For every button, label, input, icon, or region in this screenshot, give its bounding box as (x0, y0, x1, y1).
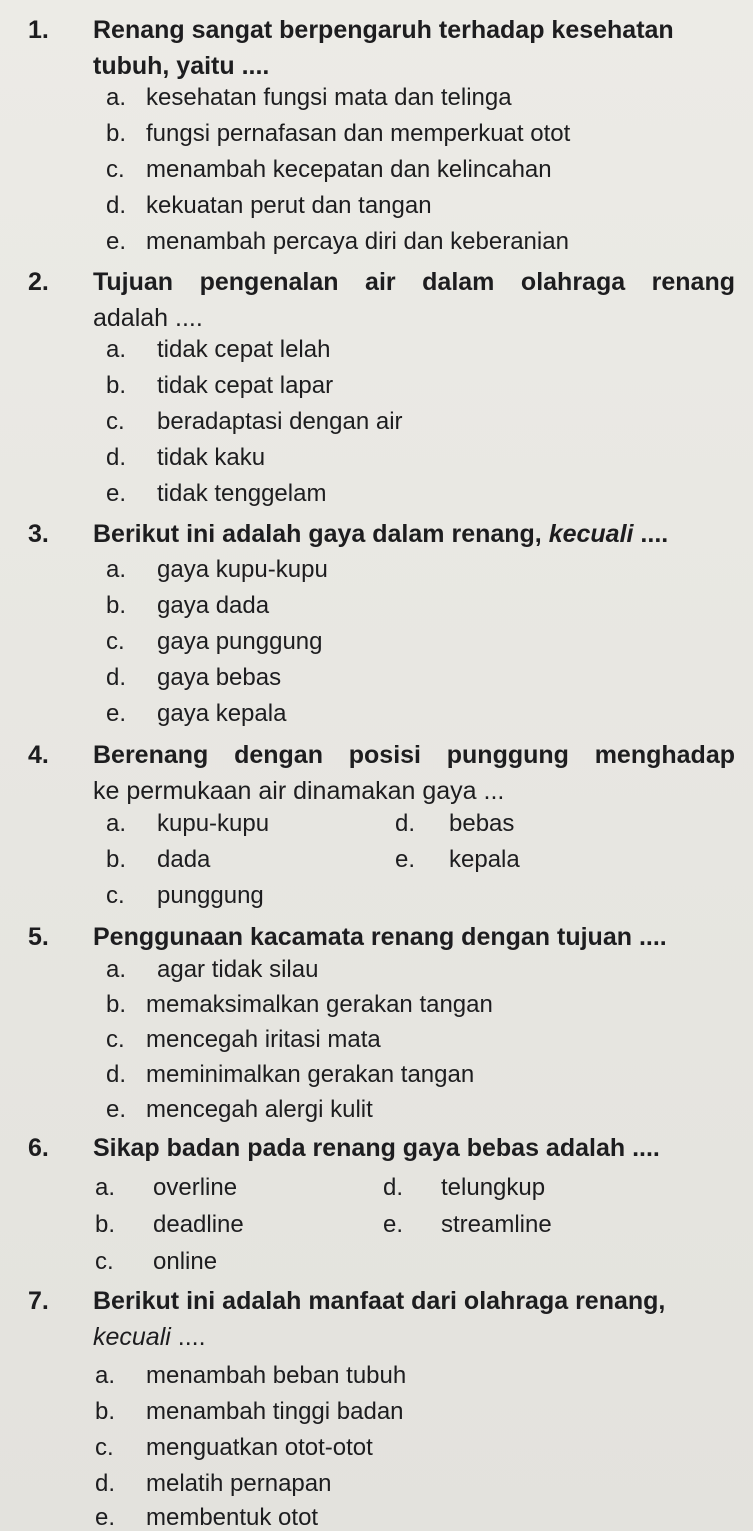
option-letter: c. (106, 156, 125, 183)
option-letter: c. (95, 1248, 114, 1275)
option-text: gaya kepala (157, 700, 287, 727)
option-letter: e. (106, 228, 127, 255)
option-text: fungsi pernafasan dan memperkuat otot (146, 120, 571, 147)
option-text: menambah percaya diri dan keberanian (146, 228, 569, 255)
option-text: beradaptasi dengan air (157, 408, 403, 435)
option-letter: c. (95, 1434, 114, 1461)
question-number: 2. (28, 268, 49, 296)
option-letter: e. (106, 480, 127, 507)
question-number: 6. (28, 1134, 49, 1162)
option-text: mencegah iritasi mata (146, 1026, 381, 1053)
question-line: Berikut ini adalah manfaat dari olahraga renang, (93, 1287, 666, 1315)
option-letter: a. (106, 956, 127, 983)
option-letter: b. (106, 846, 127, 873)
option-text: memaksimalkan gerakan tangan (146, 991, 493, 1018)
question-line: Penggunaan kacamata renang dengan tujuan .... (93, 923, 667, 951)
option-text: gaya kupu-kupu (157, 556, 328, 583)
option-letter: d. (106, 192, 127, 219)
option-text: punggung (157, 882, 264, 909)
question-text (93, 12, 743, 84)
question-number: 3. (28, 520, 49, 548)
option-letter: a. (95, 1174, 116, 1201)
question-number: 4. (28, 741, 49, 769)
option-letter: e. (106, 700, 127, 727)
option-letter: a. (95, 1362, 116, 1389)
option-text: bebas (449, 810, 515, 837)
question-line (93, 1319, 743, 1355)
option-letter: a. (106, 556, 127, 583)
option-text: streamline (441, 1211, 552, 1238)
option-text: dada (157, 846, 211, 873)
option-letter: b. (106, 592, 127, 619)
option-text: menguatkan otot-otot (146, 1434, 373, 1461)
option-letter: c. (106, 628, 125, 655)
option-text: tidak cepat lapar (157, 372, 334, 399)
option-text: overline (153, 1174, 238, 1201)
option-letter: b. (106, 120, 127, 147)
option-letter: a. (106, 84, 127, 111)
option-text: gaya punggung (157, 628, 323, 655)
option-letter: e. (383, 1211, 404, 1238)
option-letter: d. (383, 1174, 404, 1201)
option-text: mencegah alergi kulit (146, 1096, 373, 1123)
option-text: telungkup (441, 1174, 546, 1201)
question-line: Renang sangat berpengaruh terhadap kesehatan (93, 16, 674, 44)
question-number: 1. (28, 16, 49, 44)
option-letter: d. (106, 1061, 127, 1088)
option-text: melatih pernapan (146, 1470, 332, 1497)
option-text: kupu-kupu (157, 810, 270, 837)
option-letter: a. (106, 336, 127, 363)
option-letter: d. (95, 1470, 116, 1497)
option-text: menambah tinggi badan (146, 1398, 404, 1425)
option-text: gaya bebas (157, 664, 282, 691)
question-line: adalah .... (93, 304, 203, 332)
option-letter: c. (106, 408, 125, 435)
option-letter: d. (106, 664, 127, 691)
kecuali-emphasis: kecuali (93, 1323, 171, 1351)
option-text: kepala (449, 846, 520, 873)
question-line-end: .... (170, 1323, 206, 1351)
option-letter: e. (395, 846, 416, 873)
option-text: agar tidak silau (157, 956, 319, 983)
question-line: ke permukaan air dinamakan gaya ... (93, 777, 505, 805)
option-text: tidak cepat lelah (157, 336, 331, 363)
question-line: Berenang dengan posisi punggung menghadap (93, 741, 735, 769)
question-line: Tujuan pengenalan air dalam olahraga renang (93, 268, 735, 296)
question-line-start: Berikut ini adalah gaya dalam renang, (93, 520, 549, 548)
option-text: tidak kaku (157, 444, 266, 471)
option-letter: b. (95, 1398, 116, 1425)
option-letter: e. (95, 1504, 116, 1531)
question-number: 7. (28, 1287, 49, 1315)
option-text: menambah beban tubuh (146, 1362, 407, 1389)
option-text: tidak tenggelam (157, 480, 327, 507)
option-text: membentuk otot (146, 1504, 319, 1531)
question-text (93, 516, 743, 552)
question-text (93, 737, 743, 809)
question-text (93, 1130, 743, 1166)
option-text: gaya dada (157, 592, 270, 619)
question-line: Sikap badan pada renang gaya bebas adalah .... (93, 1134, 660, 1162)
option-text: meminimalkan gerakan tangan (146, 1061, 475, 1088)
option-letter: e. (106, 1096, 127, 1123)
question-line-end: .... (633, 520, 669, 548)
option-text: online (153, 1248, 218, 1275)
question-line: tubuh, yaitu .... (93, 52, 270, 80)
option-text: menambah kecepatan dan kelincahan (146, 156, 552, 183)
option-letter: c. (106, 1026, 125, 1053)
question-number: 5. (28, 923, 49, 951)
option-text: kekuatan perut dan tangan (146, 192, 432, 219)
option-letter: b. (106, 372, 127, 399)
option-letter: d. (395, 810, 416, 837)
option-letter: b. (95, 1211, 116, 1238)
question-line (93, 516, 743, 552)
question-text (93, 264, 743, 336)
option-text: deadline (153, 1211, 244, 1238)
option-letter: c. (106, 882, 125, 909)
option-letter: a. (106, 810, 127, 837)
option-text: kesehatan fungsi mata dan telinga (146, 84, 512, 111)
question-text (93, 919, 743, 955)
option-letter: d. (106, 444, 127, 471)
option-letter: b. (106, 991, 127, 1018)
question-text (93, 1283, 743, 1355)
kecuali-emphasis: kecuali (548, 520, 634, 548)
